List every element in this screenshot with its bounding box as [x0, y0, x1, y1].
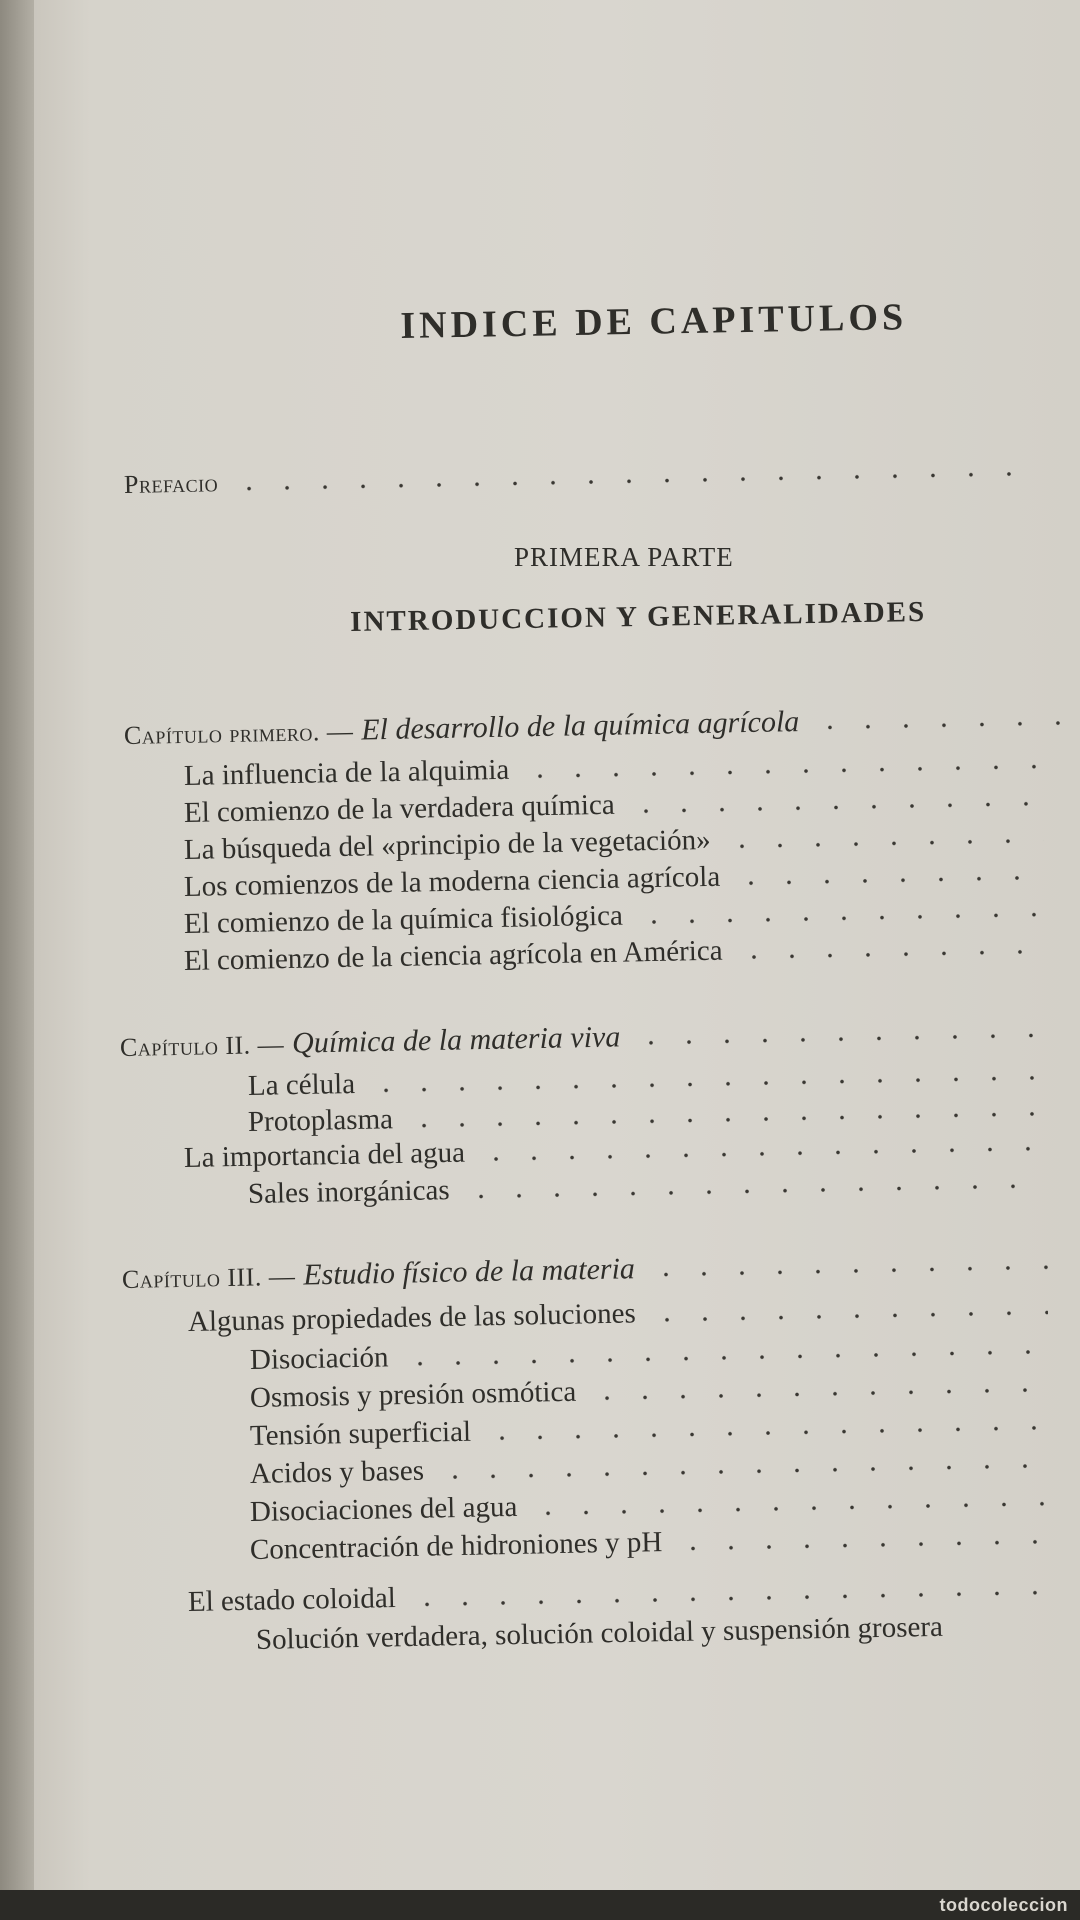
toc-entry-text: Osmosis y presión osmótica: [249, 1375, 577, 1414]
watermark: todocoleccion: [939, 1895, 1068, 1915]
dot-leader: [723, 838, 1044, 848]
toc-entry-text: La importancia del agua: [183, 1136, 466, 1174]
dot-leader: [627, 801, 1044, 813]
dot-leader: [732, 875, 1044, 885]
dot-leader: [436, 1463, 1050, 1479]
toc-entry-text: El estado coloidal: [187, 1582, 397, 1618]
toc-entry-prefacio: [124, 452, 1044, 500]
dot-leader: [462, 1183, 1048, 1198]
toc-entry-text: Algunas propiedades de las soluciones: [187, 1297, 637, 1338]
toc-entry-text: Tensión superficial: [249, 1415, 472, 1452]
chapter-prefix: Capítulo II. —: [119, 1029, 285, 1062]
toc-entry-text: El comienzo de la química fisiológica: [183, 899, 624, 940]
chapter-title: El desarrollo de la química agrícola: [360, 705, 800, 747]
toc-entry-text: Disociaciones del agua: [249, 1490, 518, 1528]
dot-leader: [635, 912, 1044, 924]
toc-entry-text: La célula: [247, 1067, 356, 1102]
dot-leader: [588, 1387, 1050, 1400]
part-label: PRIMERA PARTE: [514, 542, 734, 572]
dot-leader: [632, 1033, 1060, 1045]
chapter-title: Química de la materia viva: [291, 1020, 621, 1060]
dot-leader: [477, 1146, 1044, 1161]
toc-entry-text: La búsqueda del «principio de la vegetación»: [183, 823, 711, 866]
chapter-title: Estudio físico de la materia: [302, 1252, 636, 1292]
dot-leader: [529, 1501, 1050, 1515]
dot-leader: [521, 764, 1044, 778]
page-title: INDICE DE CAPITULOS: [400, 296, 908, 347]
toc-entry-text: La influencia de la alquimia: [183, 753, 510, 792]
chapter-prefix: Capítulo III. —: [121, 1261, 296, 1294]
toc-entry-text: Sales inorgánicas: [247, 1174, 450, 1210]
dot-leader: [483, 1425, 1050, 1440]
prefacio-label: Prefacio: [123, 468, 219, 499]
dot-leader: [735, 949, 1044, 959]
toc-entry-text: Disociación: [249, 1341, 389, 1376]
chapter-heading: [124, 700, 1074, 752]
chapter-prefix: Capítulo primero. —: [123, 716, 354, 750]
dot-leader: [811, 721, 1074, 730]
dot-leader: [401, 1349, 1050, 1365]
toc-entry-text: El comienzo de la verdadera química: [183, 788, 615, 829]
toc-entry-text: Protoplasma: [247, 1103, 394, 1138]
toc-entry-text: Concentración de hidroniones y pH: [249, 1526, 663, 1566]
toc-entry-text: Acidos y bases: [249, 1454, 425, 1490]
dot-leader: [405, 1111, 1048, 1127]
bottom-bar: [0, 1890, 1080, 1920]
chapter-heading: [122, 1244, 1062, 1296]
dot-leader: [367, 1075, 1048, 1092]
dot-leader: [674, 1539, 1050, 1550]
dot-leader: [648, 1310, 1048, 1322]
part-title: INTRODUCCION Y GENERALIDADES: [350, 595, 927, 638]
toc-entry: [256, 1608, 1076, 1657]
toc-entry-text: Solución verdadera, solución coloidal y suspensión grosera: [255, 1610, 944, 1656]
facing-page-edge: [0, 0, 34, 1890]
dot-leader: [647, 1265, 1062, 1277]
dot-leader: [408, 1590, 1048, 1606]
dot-leader: [230, 471, 1044, 491]
toc-entry-text: Los comienzos de la moderna ciencia agrícola: [183, 860, 721, 903]
toc-entry-text: El comienzo de la ciencia agrícola en América: [183, 934, 723, 977]
